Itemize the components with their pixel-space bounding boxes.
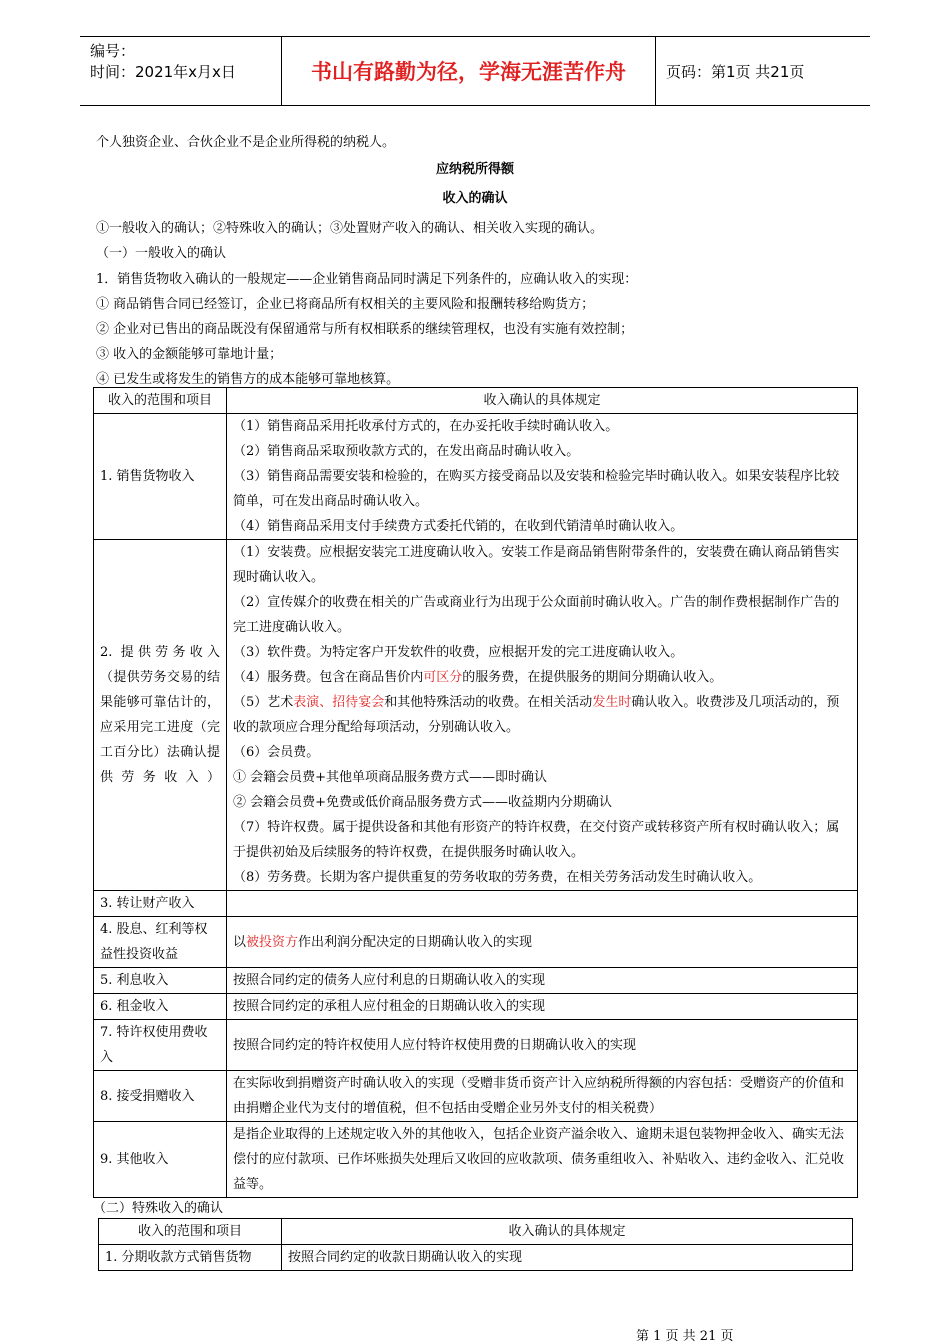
row-content — [227, 540, 858, 891]
row-label: 5. 利息收入 — [94, 968, 227, 994]
table-header-row — [94, 388, 858, 414]
row-label: 9. 其他收入 — [94, 1122, 227, 1198]
row-content: 按照合同约定的承租人应付租金的日期确认收入的实现 — [227, 994, 858, 1020]
text-span: （4）服务费。包含在商品售价内 — [233, 670, 424, 685]
row-content: 按照合同约定的收款日期确认收入的实现 — [282, 1245, 853, 1271]
row-content: 按照合同约定的债务人应付利息的日期确认收入的实现 — [227, 968, 858, 994]
col-header-scope: 收入的范围和项目 — [94, 388, 227, 414]
header-motto: 书山有路勤为径，学海无涯苦作舟 — [282, 37, 656, 105]
para-3: ① 商品销售合同已经签订，企业已将商品所有权相关的主要风险和报酬转移给购货方； — [96, 297, 595, 312]
rule-line: （7）特许权费。属于提供设备和其他有形资产的特许权费，在交付资产或转移资产所有权时确认收入；属于提供初始及后续服务的特许权费，在提供服务时确认收入。 — [233, 820, 840, 860]
number-label: 编号： — [90, 42, 136, 60]
row-label: 3. 转让财产收入 — [94, 891, 227, 917]
table-header-row — [99, 1219, 853, 1245]
col-header-rules: 收入确认的具体规定 — [282, 1219, 853, 1245]
special-income-table — [98, 1218, 853, 1271]
col-header-rules: 收入确认的具体规定 — [227, 388, 858, 414]
row-label: 7. 特许权使用费收入 — [94, 1020, 227, 1071]
para-5: ③ 收入的金额能够可靠地计量； — [96, 347, 283, 362]
row-label: 4. 股息、红利等权益性投资收益 — [94, 917, 227, 968]
table-row — [94, 917, 858, 968]
time-label: 时间：2021年x月x日 — [90, 63, 236, 81]
table-row — [94, 1122, 858, 1198]
para-2: 1．销售货物收入确认的一般规定——企业销售商品同时满足下列条件的，应确认收入的实现： — [96, 272, 638, 287]
para-1: （一）一般收入的确认 — [96, 246, 227, 261]
rule-line: （3）销售商品需要安装和检验的，在购买方接受商品以及安装和检验完毕时确认收入。如果安装程序比较简单，可在发出商品时确认收入。 — [233, 469, 840, 509]
row-content: 是指企业取得的上述规定收入外的其他收入，包括企业资产溢余收入、逾期未退包装物押金收入、确实无法偿付的应付款项、已作坏账损失处理后又收回的应收款项、债务重组收入、补贴收入、违约金收入、汇兑收益等。 — [227, 1122, 858, 1198]
table-row — [94, 1071, 858, 1122]
highlight-text: 被投资方 — [246, 934, 299, 950]
table-row — [94, 414, 858, 540]
row-label: 1. 销售货物收入 — [94, 414, 227, 540]
highlight-text: 发生时 — [592, 695, 632, 710]
section-special-income: （二）特殊收入的确认 — [93, 1201, 224, 1216]
page-footer: 第 1 页 共 21 页 — [636, 1329, 734, 1344]
text-span: 以 — [233, 934, 247, 950]
row-label: 6. 租金收入 — [94, 994, 227, 1020]
table-row — [99, 1245, 853, 1271]
text-span: 确认收入。收费涉及几项活动的，预收的款项应合理分配给每项活动，分别确认收入。 — [233, 695, 840, 735]
intro-text: 个人独资企业、合伙企业不是企业所得税的纳税人。 — [96, 135, 396, 150]
para-0: ①一般收入的确认；②特殊收入的确认；③处置财产收入的确认、相关收入实现的确认。 — [96, 221, 604, 236]
rule-line: （1）销售商品采用托收承付方式的，在办妥托收手续时确认收入。 — [233, 419, 619, 434]
rule-line — [233, 665, 851, 690]
rule-line: ① 会籍会员费+其他单项商品服务费方式——即时确认 — [233, 770, 548, 785]
rule-line: （2）销售商品采取预收款方式的，在发出商品时确认收入。 — [233, 444, 580, 459]
table-row — [94, 994, 858, 1020]
rule-line: ② 会籍会员费+免费或低价商品服务费方式——收益期内分期确认 — [233, 795, 613, 810]
rule-line: （8）劳务费。长期为客户提供重复的劳务收取的劳务费，在相关劳务活动发生时确认收入。 — [233, 870, 762, 885]
table-row — [94, 968, 858, 994]
row-content — [227, 414, 858, 540]
page-header — [80, 36, 870, 106]
row-content: 在实际收到捐赠资产时确认收入的实现（受赠非货币资产计入应纳税所得额的内容包括：受赠资产的价值和由捐赠企业代为支付的增值税，但不包括由受赠企业另外支付的相关税费） — [227, 1071, 858, 1122]
row-label: 2. 提供劳务收入（提供劳务交易的结果能够可靠估计的，应采用完工进度（完工百分比）法确认提供劳务收入） — [94, 540, 227, 891]
col-header-scope: 收入的范围和项目 — [99, 1219, 282, 1245]
para-4: ② 企业对已售出的商品既没有保留通常与所有权相联系的继续管理权，也没有实施有效控制； — [96, 322, 634, 337]
rule-line: （6）会员费。 — [233, 745, 320, 760]
table-row — [94, 1020, 858, 1071]
rule-line: （1）安装费。应根据安装完工进度确认收入。安装工作是商品销售附带条件的，安装费在确认商品销售实现时确认收入。 — [233, 545, 840, 585]
row-content: 按照合同约定的特许权使用人应付特许权使用费的日期确认收入的实现 — [227, 1020, 858, 1071]
row-content — [227, 917, 858, 968]
header-meta — [80, 37, 282, 105]
highlight-text: 表演、招待宴会 — [293, 695, 385, 710]
rule-line: （4）销售商品采用支付手续费方式委托代销的，在收到代销清单时确认收入。 — [233, 519, 684, 534]
rule-line: （3）软件费。为特定客户开发软件的收费，应根据开发的完工进度确认收入。 — [233, 645, 684, 660]
row-label: 8. 接受捐赠收入 — [94, 1071, 227, 1122]
heading-income-recognition: 收入的确认 — [442, 191, 508, 206]
row-label: 1. 分期收款方式销售货物 — [99, 1245, 282, 1271]
rule-line: （2）宣传媒介的收费在相关的广告或商业行为出现于公众面前时确认收入。广告的制作费根据制作广告的完工进度确认收入。 — [233, 595, 840, 635]
rule-line — [233, 690, 851, 740]
para-6: ④ 已发生或将发生的销售方的成本能够可靠地核算。 — [96, 372, 400, 387]
text-span: （5）艺术 — [233, 695, 294, 710]
header-page-info: 页码：第1页 共21页 — [666, 62, 805, 81]
highlight-text: 可区分 — [423, 670, 463, 685]
text-span: 的服务费，在提供服务的期间分期确认收入。 — [462, 670, 723, 685]
row-content — [227, 891, 858, 917]
table-row — [94, 540, 858, 891]
text-span: 作出利润分配决定的日期确认收入的实现 — [298, 934, 533, 950]
heading-taxable-income: 应纳税所得额 — [435, 162, 514, 177]
text-span: 和其他特殊活动的收费。在相关活动 — [384, 695, 593, 710]
table-row — [94, 891, 858, 917]
general-income-table — [93, 387, 858, 1198]
